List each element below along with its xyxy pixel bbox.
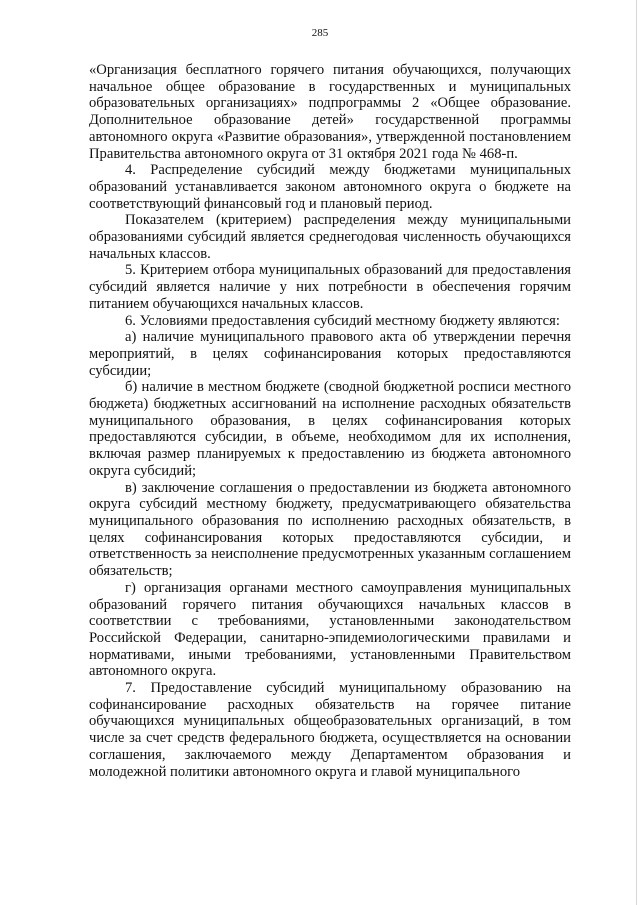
document-body [89,62,571,780]
paragraph-item-6: 6. Условиями предоставления субсидий местному бюджету являются: [125,312,560,329]
scan-edge-line [636,0,637,905]
paragraph-program-reference: «Организация бесплатного горячего питания обучающихся, получающих начальное общее образование в государственных и муниципальных образовательных организациях» подпрограммы 2 «Общее образование. Дополнительное образование детей» государственной программы автономного округа «Развитие образования», утвержденной постановлением Правительства автономного округа от 31 октября 2021 года № 468-п. [89,62,571,162]
paragraph-condition-v: в) заключение соглашения о предоставлении из бюджета автономного округа субсидий местному бюджету, предусматривающего обязательства муниципального образования по исполнению расходных обязательств, в целях софинансирования которых предоставляются субсидии, и ответственность за неисполнение предусмотренных указанным соглашением обязательств; [89,479,571,580]
paragraph-item-4: 4. Распределение субсидий между бюджетами муниципальных образований устанавливается законом автономного округа о бюджете на соответствующий финансовый год и плановый период. [89,162,571,212]
paragraph-condition-b: б) наличие в местном бюджете (сводной бюджетной росписи местного бюджета) бюджетных ассигнований на исполнение расходных обязательств муниципального образования, в целях софинансирования которых предоставляются субсидии, в объеме, необходимом для их исполнения, включая размер планируемых к предоставлению из бюджета автономного округа субсидий; [89,379,571,479]
page-number: 285 [311,27,329,39]
paragraph-item-7: 7. Предоставление субсидий муниципальному образованию на софинансирование расходных обязательств на горячее питание обучающихся муниципальных общеобразовательных организаций, в том числе за счет средств федерального бюджета, осуществляется на основании соглашения, заключаемого между Департаментом образования и молодежной политики автономного округа и главой муниципального [89,680,571,780]
paragraph-item-5: 5. Критерием отбора муниципальных образований для предоставления субсидий является наличие у них потребности в обеспечения горячим питанием обучающихся начальных классов. [89,262,571,312]
paragraph-distribution-criterion: Показателем (критерием) распределения между муниципальными образованиями субсидий является среднегодовая численность обучающихся начальных классов. [89,212,571,262]
paragraph-condition-a: а) наличие муниципального правового акта об утверждении перечня мероприятий, в целях софинансирования которых предоставляются субсидии; [89,329,571,379]
paragraph-condition-g: г) организация органами местного самоуправления муниципальных образований горячего питания обучающихся начальных классов в соответствии с требованиями, установленными законодательством Российской Федерации, санитарно-эпидемиологическими правилами и нормативами, иными требованиями, установленными Правительством автономного округа. [89,579,571,680]
